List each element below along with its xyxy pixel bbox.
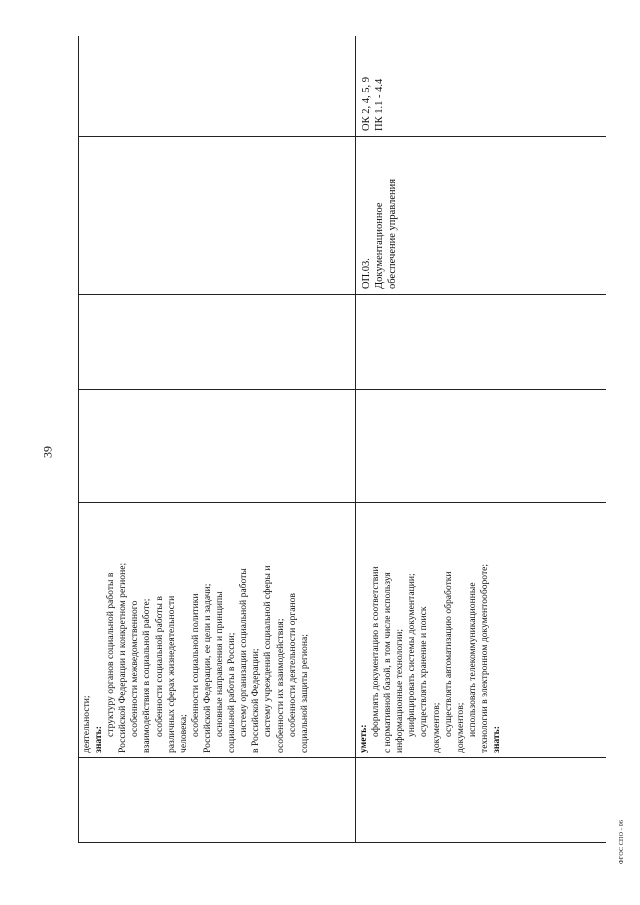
requirement-line: систему учреждений социальной сферы и	[262, 565, 274, 737]
requirement-line: уметь:	[358, 724, 369, 753]
requirement-line: человека;	[177, 714, 189, 753]
r1-lines	[81, 507, 311, 753]
ok-competencies: ОК 2, 4, 5, 9	[361, 77, 372, 131]
requirement-line: информационные технологии;	[394, 628, 406, 753]
requirement-line: знать:	[491, 726, 503, 753]
requirement-line: знать:	[93, 726, 105, 753]
requirement-line: Российской Федерации и конкретном регионе;	[117, 562, 129, 753]
requirement-line: различных сферах жизнедеятельности	[165, 595, 177, 753]
requirement-line: социальной работы в России;	[226, 632, 238, 753]
cell-r1-requirements	[79, 503, 356, 758]
discipline-title-line-1: Документационное	[374, 202, 385, 289]
requirement-line: документов;	[430, 702, 442, 753]
r2-lines	[358, 507, 503, 753]
requirement-line: основные направления и принципы	[214, 591, 226, 737]
requirement-line: в Российской Федерации;	[250, 648, 262, 753]
requirement-line: особенности социальной работы в	[153, 596, 165, 737]
cell-r1-index	[79, 758, 356, 843]
cell-r2-index	[356, 758, 607, 843]
cell-r2-discipline	[356, 137, 607, 295]
discipline-title-line-2: обеспечение управления	[387, 178, 398, 289]
requirement-line: использовать телекоммуникационные	[466, 582, 478, 737]
cell-r1-competencies	[79, 36, 356, 137]
cell-r1-hours-2	[79, 295, 356, 390]
discipline-code: ОП.03.	[361, 258, 372, 289]
requirement-line: систему организации социальной работы	[238, 568, 250, 737]
requirement-line: оформлять документацию в соответствии	[370, 566, 382, 737]
footer-standard: ФГОС СПО - 06	[619, 819, 625, 865]
requirement-line: структуру органов социальной работы в	[105, 572, 117, 737]
pk-competencies: ПК 1.1 - 4.4	[374, 78, 385, 131]
cell-r2-competencies	[356, 36, 607, 137]
cell-r2-hours-2	[356, 295, 607, 390]
requirement-line: осуществлять автоматизацию обработки	[442, 571, 454, 737]
requirement-line: документов;	[454, 702, 466, 753]
cell-r2-requirements	[356, 503, 607, 758]
requirement-line: деятельности;	[81, 695, 92, 753]
requirement-line: социальной защиты региона;	[298, 634, 310, 753]
cell-r2-hours	[356, 390, 607, 503]
requirement-line: особенности деятельности органов	[286, 593, 298, 737]
requirement-line: унифицировать системы документации;	[406, 573, 418, 737]
requirement-line: особенности межведомственного	[129, 600, 141, 737]
requirement-line: особенности их взаимодействия;	[274, 618, 286, 753]
cell-r1-discipline	[79, 137, 356, 295]
requirement-line: технологии в электронном документообороте;	[478, 563, 490, 753]
requirement-line: взаимодействия в социальной работе;	[141, 598, 153, 753]
page-number: 39	[40, 446, 55, 458]
cell-r1-hours	[79, 390, 356, 503]
requirement-line: с нормативной базой, в том числе используя	[382, 572, 394, 753]
requirements-table	[78, 36, 606, 843]
requirement-line: осуществлять хранение и поиск	[418, 606, 430, 737]
requirement-line: особенности социальной политики	[189, 593, 201, 737]
requirement-line: Российской Федерации, ее цели и задачи;	[201, 583, 213, 753]
